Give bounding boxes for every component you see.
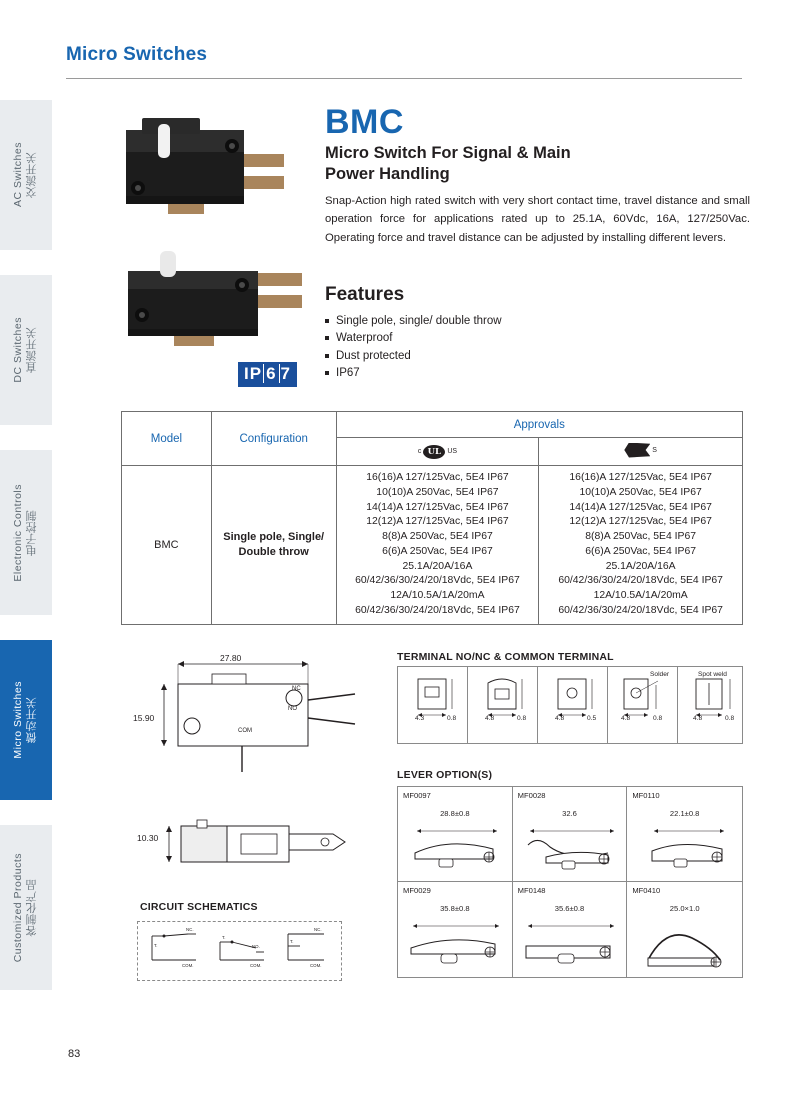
terminal-cell <box>608 667 678 743</box>
table-cell-configuration <box>211 466 336 625</box>
sidebar-item-label-en: DC Switches <box>12 317 25 383</box>
svg-text:COM: COM <box>238 728 252 734</box>
lever-dimension: 35.6±0.8 <box>554 904 585 913</box>
rating-line: 12A/10.5A/1A/20mA <box>390 590 485 602</box>
lever-cell <box>627 787 742 882</box>
lever-code: MF0148 <box>517 886 546 895</box>
ul-logo-us: US <box>447 448 458 456</box>
ul-logo-cell <box>336 438 539 466</box>
sidebar-item-label-cn: 直流开关 <box>26 327 39 373</box>
sidebar-item-customized-products[interactable] <box>0 825 52 990</box>
ip-suffix: 7 <box>280 364 291 383</box>
sidebar-item-label-cn: 客制化产品 <box>26 878 39 937</box>
lever-dimension: 28.8±0.8 <box>440 809 470 818</box>
table-header-configuration: Configuration <box>211 412 336 466</box>
rating-line: 8(8)A 250Vac, 5E4 IP67 <box>382 531 493 543</box>
rating-line: 6(6)A 250Vac, 5E4 IP67 <box>382 545 493 557</box>
lever-cell <box>398 787 513 882</box>
rating-line: 60/42/36/30/24/20/18Vdc, 5E4 IP67 <box>355 575 520 587</box>
table-header-approvals: Approvals <box>336 412 742 438</box>
lever-code: MF0110 <box>632 791 660 800</box>
terminal-cell <box>468 667 538 743</box>
terminal-cell <box>538 667 608 743</box>
svg-text:NO.: NO. <box>252 944 260 949</box>
lever-cell <box>513 787 628 882</box>
lever-dimension: 22.1±0.8 <box>669 809 700 818</box>
dimension-height-label: 15.90 <box>133 713 155 723</box>
table-cell-ratings-ul <box>336 466 539 625</box>
terminal-diagram-grid <box>397 666 743 744</box>
rating-line: 12(12)A 127/125Vac, 5E4 IP67 <box>569 516 712 528</box>
svg-text:NO: NO <box>288 706 297 712</box>
terminal-dim-right: 0.5 <box>587 715 597 722</box>
lever-code: MF0410 <box>632 886 661 895</box>
circuit-section-title: CIRCUIT SCHEMATICS <box>140 901 258 913</box>
rating-line: 16(16)A 127/125Vac, 5E4 IP67 <box>569 472 712 483</box>
terminal-note-solder: Solder <box>650 671 670 678</box>
dimension-side-height-label: 10.30 <box>137 833 159 843</box>
svg-text:COM.: COM. <box>310 963 322 968</box>
terminal-dim-left: 4.3 <box>415 715 425 722</box>
ip-prefix: IP <box>244 364 263 383</box>
circuit-schematics-box <box>137 921 342 981</box>
dimension-width-label: 27.80 <box>220 653 242 663</box>
rating-line: 10(10)A 250Vac, 5E4 IP67 <box>579 486 702 498</box>
sidebar-item-label-cn: 微动开关 <box>26 697 39 743</box>
sidebar-item-micro-switches[interactable] <box>0 640 52 800</box>
sidebar-item-label-cn: 电子控制 <box>26 509 39 556</box>
terminal-cell <box>398 667 468 743</box>
rating-line: 25.1A/20A/16A <box>402 560 473 572</box>
svg-text:T.: T. <box>154 943 158 948</box>
lever-code: MF0029 <box>403 886 431 895</box>
terminal-dim-right: 0.8 <box>517 715 527 722</box>
cqc-logo-mark <box>624 443 650 458</box>
rating-line: 16(16)A 127/125Vac, 5E4 IP67 <box>366 472 509 483</box>
product-subtitle-line2: Power Handling <box>325 165 450 184</box>
rating-line: 60/42/36/30/24/20/18Vdc, 5E4 IP67 <box>355 604 520 616</box>
terminal-dim-right: 0.8 <box>725 715 735 722</box>
rating-line: 12(12)A 127/125Vac, 5E4 IP67 <box>366 516 509 528</box>
feature-item: Single pole, single/ double throw <box>325 313 725 330</box>
lever-options-grid <box>397 786 743 978</box>
terminal-dim-left: 4.8 <box>555 715 565 722</box>
svg-text:COM.: COM. <box>250 963 262 968</box>
rating-line: 60/42/36/30/24/20/18Vdc, 5E4 IP67 <box>558 575 723 587</box>
lever-code: MF0028 <box>517 791 546 800</box>
cqc-logo-s: S <box>652 446 657 454</box>
ul-logo-mark: UL <box>423 445 445 459</box>
sidebar-item-label-en: Electronic Controls <box>12 483 25 582</box>
config-line2: Double throw <box>238 545 309 558</box>
dimension-drawing-side <box>155 810 375 880</box>
sidebar-item-ac-switches[interactable] <box>0 100 52 250</box>
lever-dimension: 35.8±0.8 <box>440 904 470 913</box>
lever-dimension: 32.6 <box>562 809 577 818</box>
terminal-dim-left: 4.8 <box>621 715 631 722</box>
terminal-dim-right: 0.8 <box>653 715 663 722</box>
sidebar-item-label-en: AC Switches <box>12 142 25 208</box>
cqc-logo-cell <box>539 438 743 466</box>
rating-line: 25.1A/20A/16A <box>605 560 676 572</box>
features-heading: Features <box>325 284 405 305</box>
lever-dimension: 25.0×1.0 <box>669 904 700 913</box>
sidebar-item-label-en: Customized Products <box>12 852 25 963</box>
lever-cell <box>513 882 628 977</box>
sidebar-item-label-cn: 交流开关 <box>26 152 39 198</box>
rating-line: 12A/10.5A/1A/20mA <box>593 590 688 602</box>
page-number: 83 <box>68 1048 81 1060</box>
svg-text:NC.: NC. <box>314 927 322 932</box>
svg-text:NC.: NC. <box>186 927 194 932</box>
product-photo-bottom <box>108 245 308 365</box>
svg-text:T.: T. <box>222 935 226 940</box>
lever-code: MF0097 <box>403 791 431 800</box>
terminal-dim-left: 4.8 <box>693 715 703 722</box>
header-divider <box>66 78 742 79</box>
ip67-badge <box>238 362 297 387</box>
terminal-note-spot-weld: Spot weld <box>698 671 727 678</box>
table-cell-ratings-cqc <box>539 466 743 625</box>
rating-line: 14(14)A 127/125Vac, 5E4 IP67 <box>569 501 712 513</box>
rating-line: 6(6)A 250Vac, 5E4 IP67 <box>585 545 696 557</box>
dimension-drawing-top <box>130 650 370 780</box>
svg-text:NC: NC <box>292 686 301 692</box>
lever-cell <box>398 882 513 977</box>
svg-text:COM.: COM. <box>182 963 194 968</box>
feature-item: Dust protected <box>325 348 725 365</box>
sidebar-item-label-en: Micro Switches <box>12 681 25 759</box>
ip-middle: 6 <box>263 364 279 383</box>
terminal-section-title: TERMINAL NO/NC & COMMON TERMINAL <box>397 651 614 663</box>
lever-section-title: LEVER OPTION(S) <box>397 769 493 781</box>
terminal-dim-left: 4.8 <box>485 715 495 722</box>
terminal-dim-right: 0.8 <box>447 715 457 722</box>
product-subtitle-line1: Micro Switch For Signal & Main <box>325 144 571 162</box>
product-subtitle <box>325 143 745 185</box>
rating-line: 8(8)A 250Vac, 5E4 IP67 <box>585 531 696 543</box>
terminal-cell <box>678 667 747 743</box>
rating-line: 14(14)A 127/125Vac, 5E4 IP67 <box>366 501 509 513</box>
features-list <box>325 313 725 383</box>
product-name: BMC <box>325 103 404 141</box>
cqc-logo <box>624 443 657 458</box>
rating-line: 60/42/36/30/24/20/18Vdc, 5E4 IP67 <box>558 604 723 616</box>
ul-logo <box>418 445 457 459</box>
svg-text:T.: T. <box>290 939 294 944</box>
feature-item: IP67 <box>325 365 725 382</box>
rating-line: 10(10)A 250Vac, 5E4 IP67 <box>376 486 499 498</box>
table-cell-model: BMC <box>122 466 212 625</box>
ul-logo-c: c <box>417 448 422 456</box>
page-title: Micro Switches <box>66 44 208 65</box>
product-description: Snap-Action high rated switch with very short contact time, travel distance and small operation force for applications rated up to 25.1A, 60Vdc, 16A, 127/250Vac. Operating force and travel distance can be adjusted by installing different levers. <box>325 195 750 244</box>
config-line1: Single pole, Single/ <box>223 530 325 543</box>
sidebar-item-electronic-controls[interactable] <box>0 450 52 615</box>
table-header-model: Model <box>122 412 212 466</box>
sidebar <box>0 100 52 980</box>
product-photo-top <box>108 110 298 235</box>
approvals-table <box>121 411 743 625</box>
lever-cell <box>627 882 742 977</box>
feature-item: Waterproof <box>325 330 725 347</box>
sidebar-item-dc-switches[interactable] <box>0 275 52 425</box>
